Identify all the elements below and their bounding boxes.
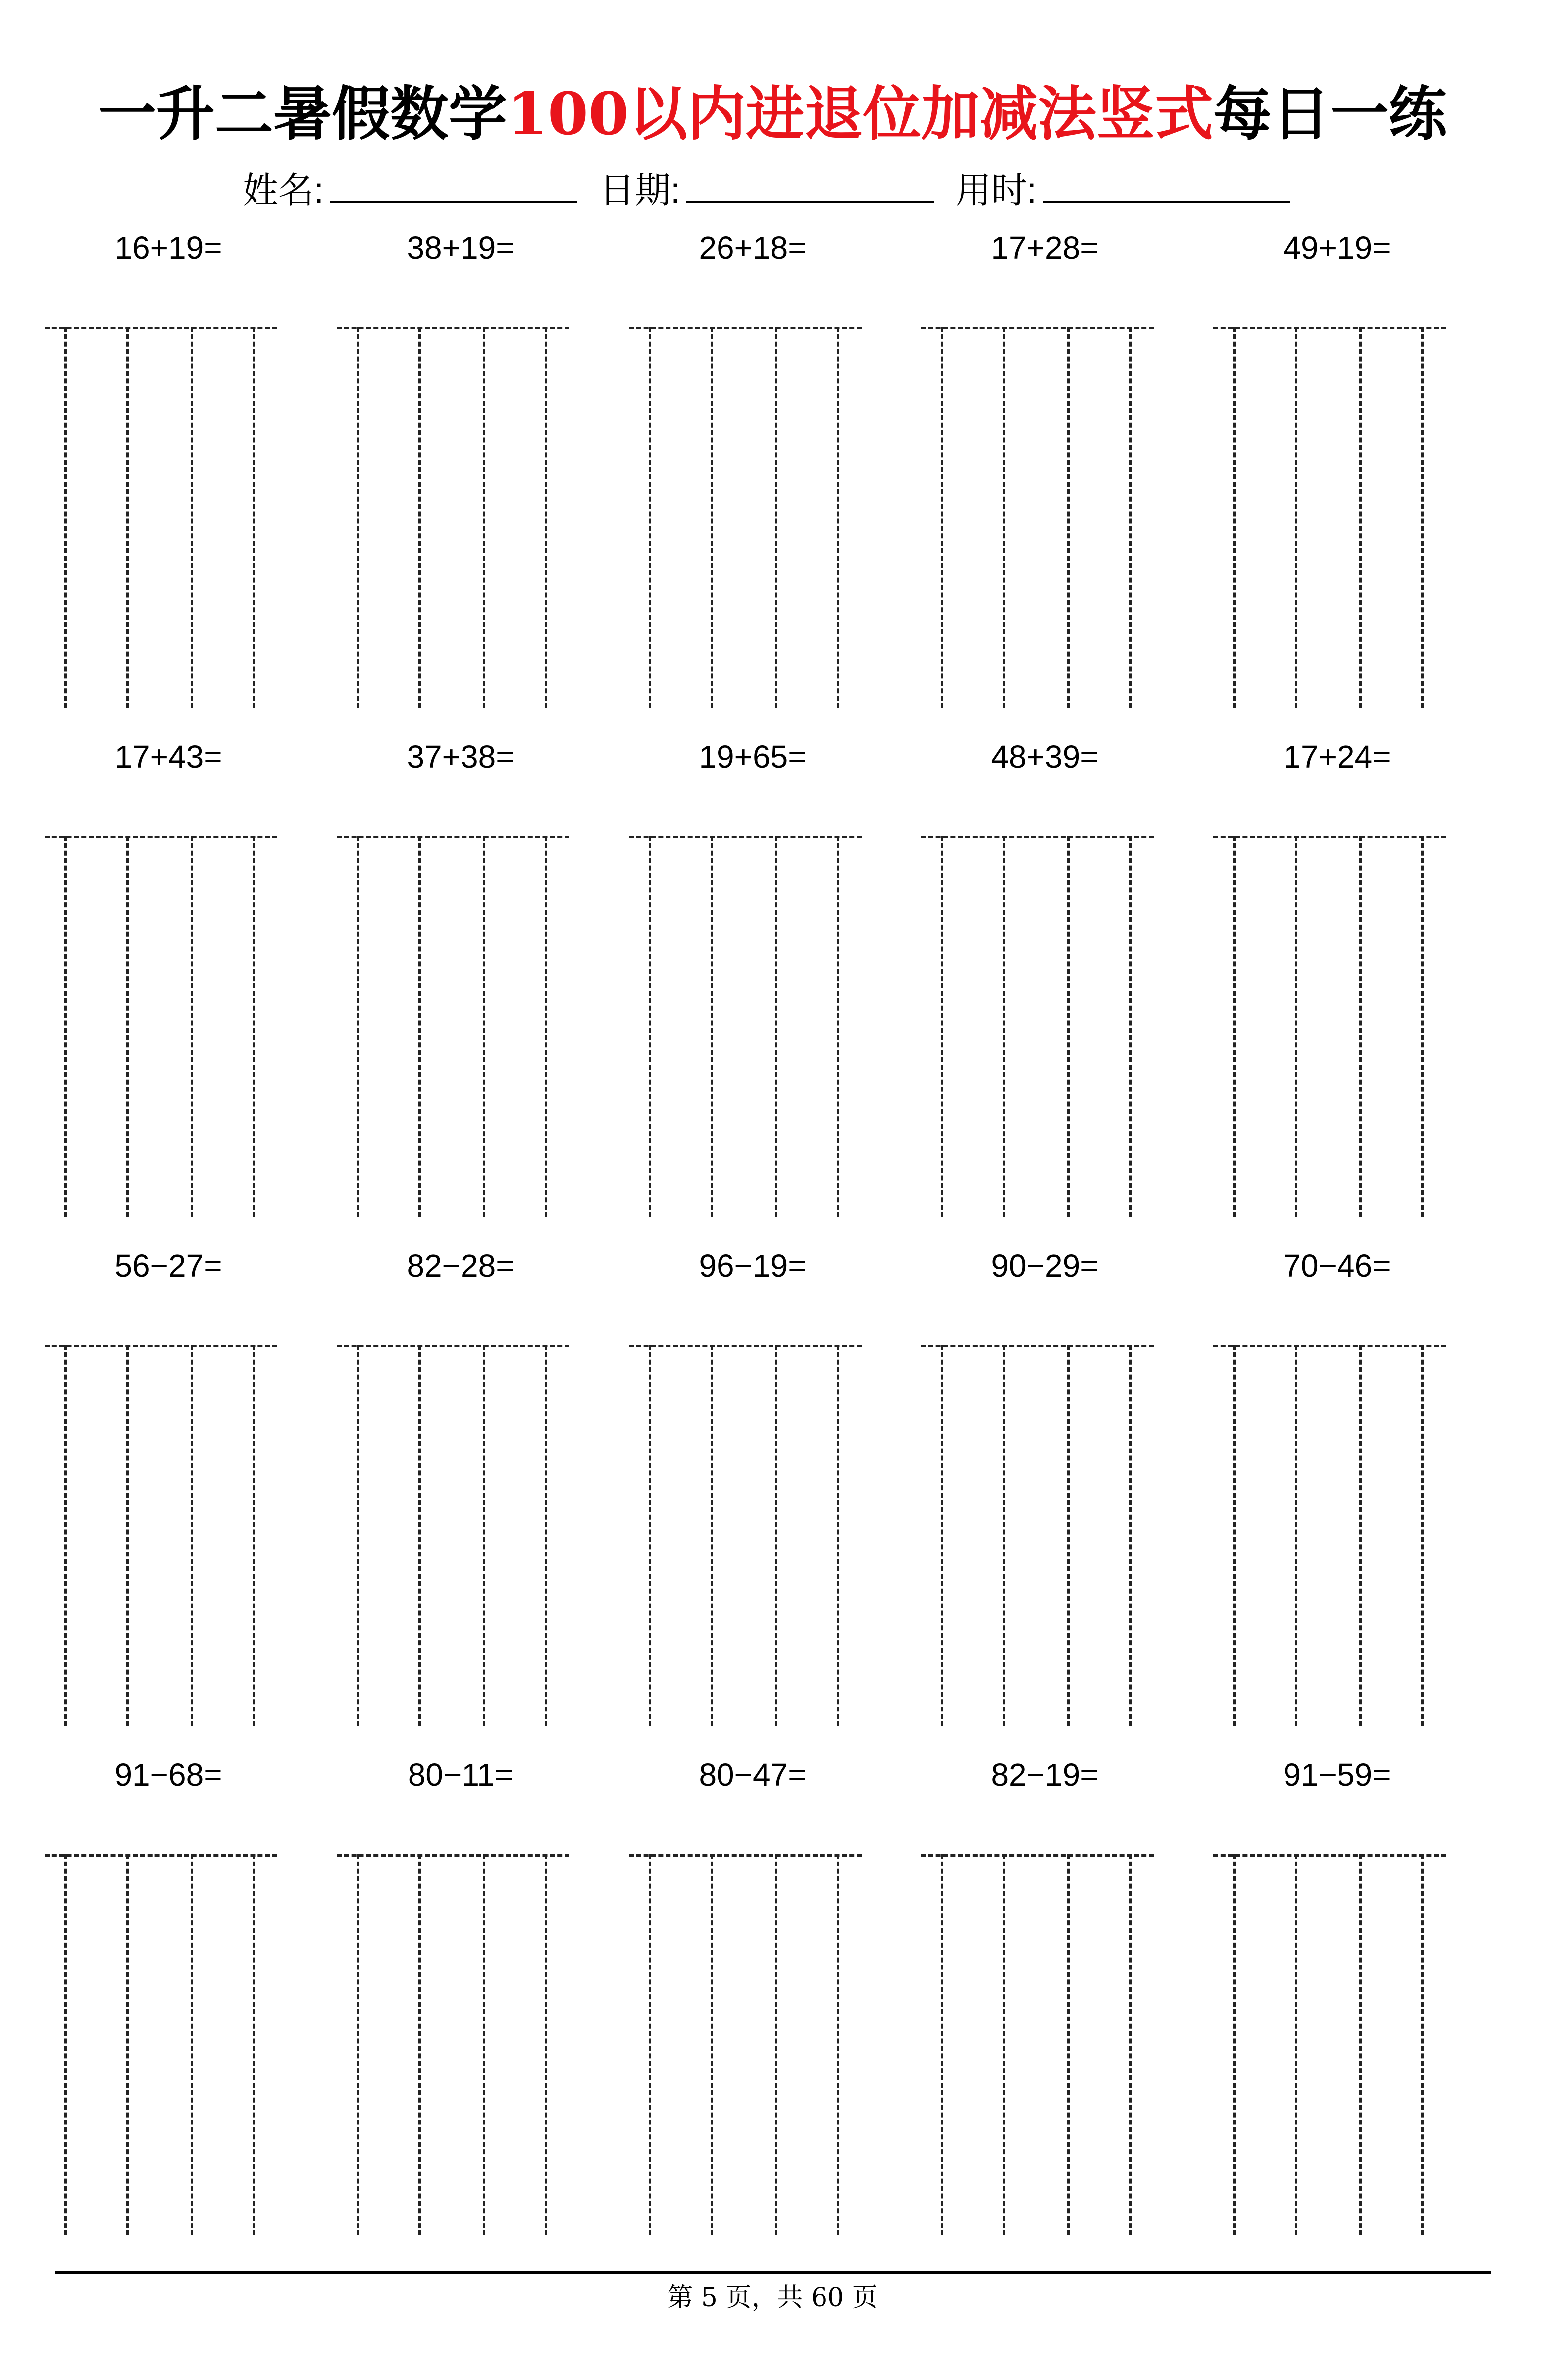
grid-column-line xyxy=(357,327,359,708)
problem-expression: 91−68= xyxy=(114,1757,222,1793)
grid-column-line xyxy=(649,836,651,1217)
grid-column-line xyxy=(253,327,255,708)
problem-expression: 17+24= xyxy=(1283,739,1391,775)
grid-column-line xyxy=(711,1345,713,1726)
grid-column-line xyxy=(941,836,943,1217)
title-part-1: 一升二暑假数学 xyxy=(98,79,507,148)
page-footer: 第 5 页，共 60 页 xyxy=(667,2283,878,2313)
grid-top-line xyxy=(337,327,569,329)
problem-expression: 37+38= xyxy=(407,739,515,775)
grid-column-line xyxy=(64,836,67,1217)
grid-column-line xyxy=(1129,1854,1132,2235)
grid-column-line xyxy=(1359,1345,1362,1726)
grid-top-line xyxy=(921,836,1154,838)
grid-column-line xyxy=(253,836,255,1217)
problem-expression: 70−46= xyxy=(1283,1248,1391,1284)
grid-column-line xyxy=(775,836,777,1217)
grid-column-line xyxy=(253,1854,255,2235)
time-label: 用时: xyxy=(956,171,1037,210)
grid-column-line xyxy=(1233,1345,1236,1726)
problem-expression: 96−19= xyxy=(699,1248,807,1284)
grid-column-line xyxy=(483,327,485,708)
grid-column-line xyxy=(837,327,839,708)
grid-column-line xyxy=(64,1854,67,2235)
problem-expression: 80−47= xyxy=(699,1757,807,1793)
title-part-3: 每日一练 xyxy=(1213,79,1447,148)
grid-column-line xyxy=(1129,1345,1132,1726)
grid-column-line xyxy=(191,1345,193,1726)
grid-column-line xyxy=(1067,836,1070,1217)
grid-top-line xyxy=(45,836,277,838)
grid-column-line xyxy=(1003,836,1005,1217)
grid-column-line xyxy=(775,1854,777,2235)
grid-top-line xyxy=(629,327,862,329)
grid-column-line xyxy=(1067,327,1070,708)
grid-column-line xyxy=(357,1854,359,2235)
grid-column-line xyxy=(418,836,421,1217)
grid-column-line xyxy=(775,1345,777,1726)
grid-top-line xyxy=(1213,1345,1446,1347)
grid-column-line xyxy=(418,1345,421,1726)
grid-top-line xyxy=(1213,1854,1446,1857)
grid-column-line xyxy=(418,1854,421,2235)
grid-column-line xyxy=(837,1854,839,2235)
time-blank[interactable] xyxy=(1043,171,1290,203)
problem-expression: 80−11= xyxy=(408,1757,514,1793)
grid-column-line xyxy=(649,327,651,708)
grid-column-line xyxy=(1233,327,1236,708)
problem-expression: 48+39= xyxy=(991,739,1099,775)
name-label: 姓名: xyxy=(242,171,324,210)
problem-expression: 17+43= xyxy=(114,739,222,775)
grid-column-line xyxy=(191,836,193,1217)
grid-column-line xyxy=(64,327,67,708)
date-blank[interactable] xyxy=(686,171,934,203)
grid-column-line xyxy=(1233,1854,1236,2235)
grid-top-line xyxy=(921,1854,1154,1857)
problem-expression: 26+18= xyxy=(699,230,807,265)
grid-column-line xyxy=(837,836,839,1217)
problem-expression: 91−59= xyxy=(1283,1757,1391,1793)
grid-column-line xyxy=(1295,1345,1297,1726)
problem-expression: 49+19= xyxy=(1283,230,1391,265)
grid-column-line xyxy=(941,327,943,708)
grid-column-line xyxy=(191,1854,193,2235)
grid-column-line xyxy=(1295,327,1297,708)
problem-expression: 82−19= xyxy=(991,1757,1099,1793)
grid-top-line xyxy=(1213,327,1446,329)
footer-divider xyxy=(55,2271,1491,2274)
problem-expression: 19+65= xyxy=(699,739,807,775)
grid-column-line xyxy=(126,1854,129,2235)
grid-top-line xyxy=(921,327,1154,329)
grid-column-line xyxy=(1421,836,1424,1217)
grid-column-line xyxy=(1421,1345,1424,1726)
grid-column-line xyxy=(1129,327,1132,708)
problem-expression: 38+19= xyxy=(407,230,515,265)
grid-column-line xyxy=(1003,327,1005,708)
grid-column-line xyxy=(1295,836,1297,1217)
grid-column-line xyxy=(126,327,129,708)
problem-expression: 56−27= xyxy=(114,1248,222,1284)
problem-expression: 16+19= xyxy=(114,230,222,265)
grid-column-line xyxy=(711,327,713,708)
grid-column-line xyxy=(483,1854,485,2235)
grid-column-line xyxy=(1359,836,1362,1217)
grid-column-line xyxy=(1067,1345,1070,1726)
grid-column-line xyxy=(191,327,193,708)
title-part-2: 100以内进退位加减法竖式 xyxy=(507,79,1214,148)
grid-column-line xyxy=(1233,836,1236,1217)
grid-column-line xyxy=(1421,327,1424,708)
grid-top-line xyxy=(337,836,569,838)
name-blank[interactable] xyxy=(330,171,577,203)
grid-column-line xyxy=(1295,1854,1297,2235)
grid-column-line xyxy=(711,1854,713,2235)
grid-top-line xyxy=(921,1345,1154,1347)
grid-column-line xyxy=(545,1854,547,2235)
grid-column-line xyxy=(126,836,129,1217)
grid-column-line xyxy=(64,1345,67,1726)
grid-column-line xyxy=(941,1854,943,2235)
grid-column-line xyxy=(711,836,713,1217)
grid-top-line xyxy=(45,1345,277,1347)
grid-top-line xyxy=(629,1345,862,1347)
grid-column-line xyxy=(545,327,547,708)
grid-column-line xyxy=(418,327,421,708)
problem-expression: 17+28= xyxy=(991,230,1099,265)
grid-column-line xyxy=(253,1345,255,1726)
grid-top-line xyxy=(629,1854,862,1857)
grid-column-line xyxy=(649,1854,651,2235)
grid-column-line xyxy=(483,1345,485,1726)
grid-column-line xyxy=(775,327,777,708)
problem-expression: 82−28= xyxy=(407,1248,515,1284)
grid-column-line xyxy=(483,836,485,1217)
grid-column-line xyxy=(545,836,547,1217)
grid-top-line xyxy=(45,327,277,329)
grid-column-line xyxy=(1003,1854,1005,2235)
grid-column-line xyxy=(1003,1345,1005,1726)
grid-column-line xyxy=(1359,327,1362,708)
grid-top-line xyxy=(337,1345,569,1347)
grid-column-line xyxy=(357,1345,359,1726)
grid-column-line xyxy=(1359,1854,1362,2235)
page-title xyxy=(0,74,1545,154)
grid-top-line xyxy=(45,1854,277,1857)
grid-column-line xyxy=(941,1345,943,1726)
grid-column-line xyxy=(126,1345,129,1726)
info-line xyxy=(0,166,1545,215)
date-label: 日期: xyxy=(599,171,680,210)
grid-top-line xyxy=(629,836,862,838)
grid-column-line xyxy=(1421,1854,1424,2235)
grid-column-line xyxy=(837,1345,839,1726)
grid-column-line xyxy=(357,836,359,1217)
grid-column-line xyxy=(649,1345,651,1726)
problem-expression: 90−29= xyxy=(991,1248,1099,1284)
grid-column-line xyxy=(1067,1854,1070,2235)
grid-column-line xyxy=(1129,836,1132,1217)
grid-top-line xyxy=(1213,836,1446,838)
grid-top-line xyxy=(337,1854,569,1857)
grid-column-line xyxy=(545,1345,547,1726)
